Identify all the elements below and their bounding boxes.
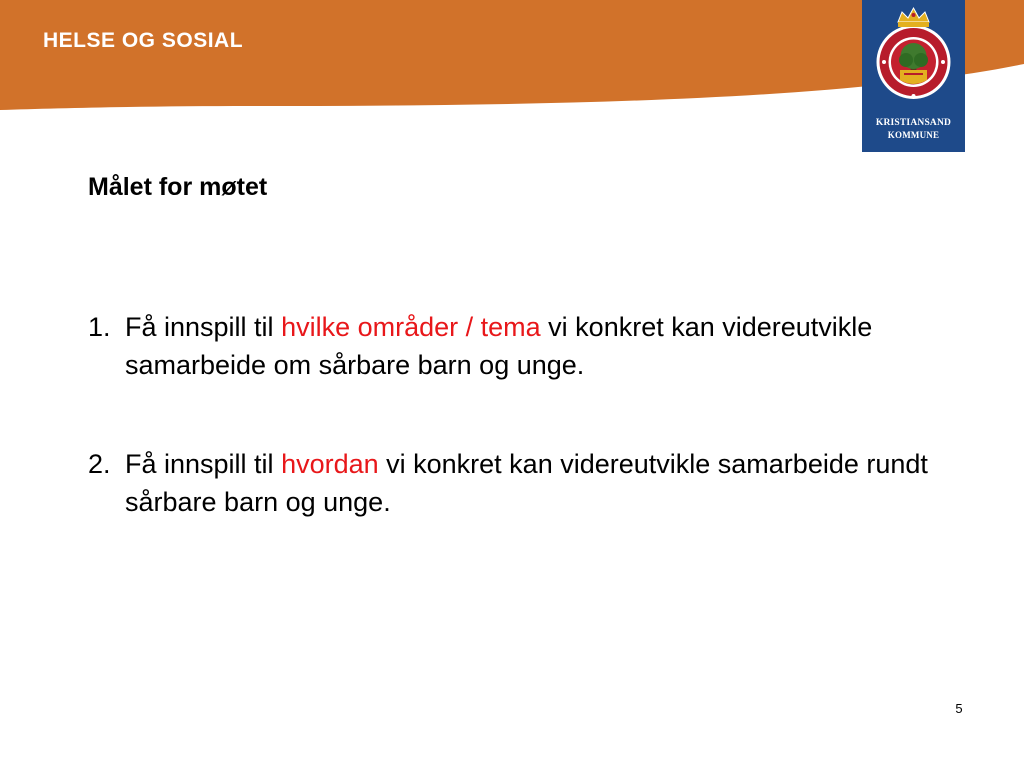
kristiansand-logo [862,0,965,152]
goal-text-start: Få innspill til [125,449,282,479]
goal-item-1 [88,308,948,384]
goals-list [88,308,948,582]
logo-text-line2: KOMMUNE [887,130,940,140]
goal-text [125,445,948,521]
goal-number: 2. [88,449,111,479]
goal-item-2 [88,445,948,521]
goal-text-start: Få innspill til [125,312,282,342]
goal-highlight: hvilke områder / tema [281,312,541,342]
logo-text-line1: KRISTIANSAND [875,118,952,128]
goal-text [125,308,948,384]
goal-text-end: vi konkret kan videreutvikle samarbeide om sårbare barn og unge. [125,312,873,380]
page-number: 5 [955,701,963,716]
goal-text-end: vi konkret kan videreutvikle samarbeide rundt sårbare barn og unge. [125,449,928,517]
org-name: HELSE OG SOSIAL [43,29,244,52]
goal-number: 1. [88,312,111,342]
slide-title: Målet for møtet [88,173,268,201]
goal-highlight: hvordan [281,449,379,479]
